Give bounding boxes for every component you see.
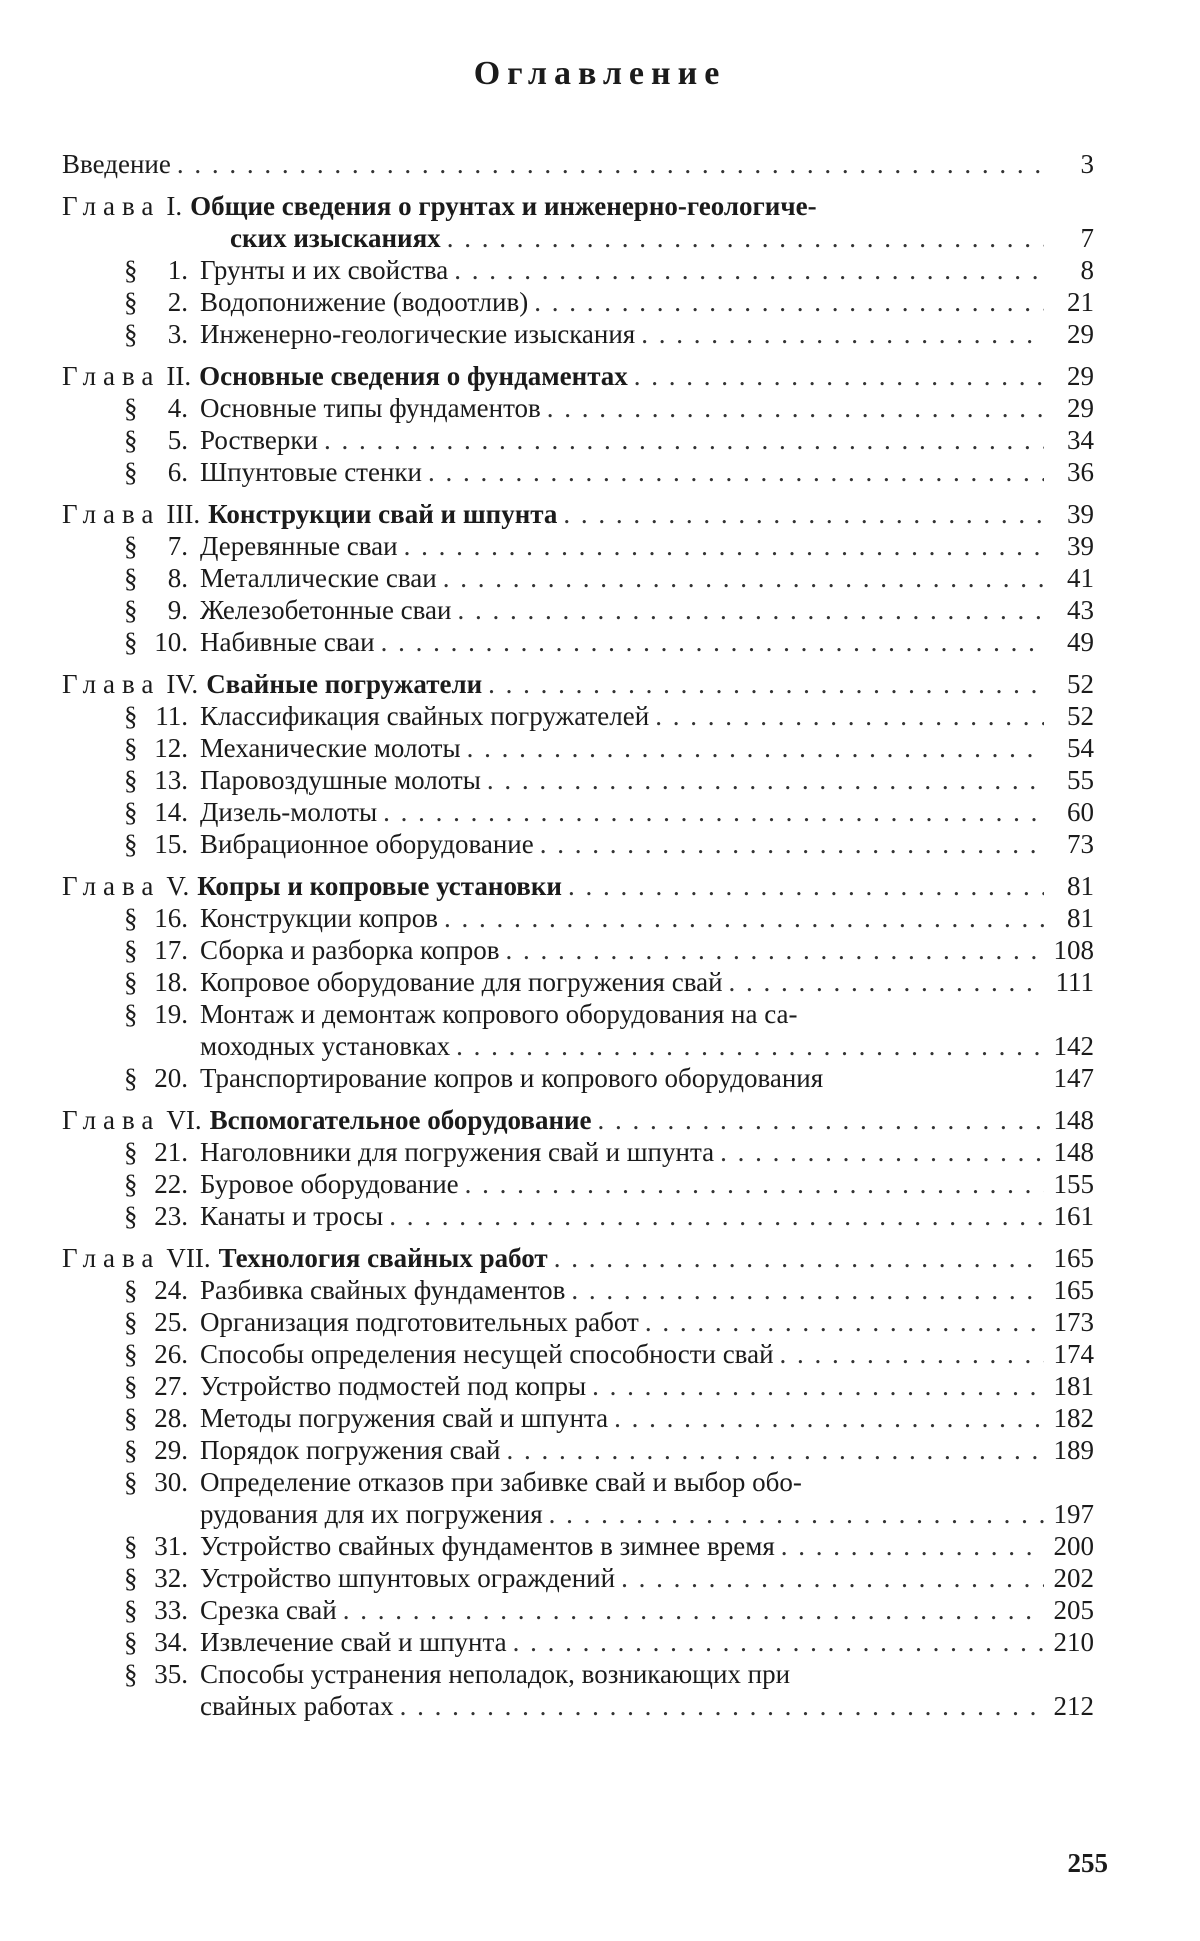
- toc-page-number: 34: [1067, 425, 1094, 455]
- section-title: Разбивка свайных фундаментов: [200, 1275, 566, 1305]
- toc-page-number: 148: [1053, 1137, 1094, 1167]
- leader-dots: [177, 148, 1044, 180]
- leader-dots: [598, 1104, 1044, 1136]
- section-title: Методы погружения свай и шпунта: [200, 1403, 609, 1433]
- toc-page-number: 182: [1053, 1403, 1094, 1433]
- section-mark: §: [124, 829, 138, 859]
- section-entry: [62, 1402, 1094, 1434]
- toc-page-number: 147: [1053, 1063, 1094, 1093]
- toc-page-number: 165: [1053, 1275, 1094, 1305]
- section-mark: §: [124, 1595, 138, 1625]
- section-mark: §: [124, 1371, 138, 1401]
- section-mark: §: [124, 1563, 138, 1593]
- section-mark: §: [124, 1275, 138, 1305]
- section-title: Наголовники для погружения свай и шпунта: [200, 1137, 715, 1167]
- toc-page-number: 29: [1067, 393, 1094, 423]
- toc-page-number: 55: [1067, 765, 1094, 795]
- section-mark: §: [124, 733, 138, 763]
- chapter-title: Общие сведения о грунтах и инженерно-геологиче-: [190, 191, 817, 221]
- section-number: 33.: [154, 1595, 188, 1625]
- section-mark: §: [124, 967, 138, 997]
- section-number: 9.: [167, 595, 188, 625]
- section-number: 24.: [154, 1275, 188, 1305]
- section-mark: §: [124, 393, 138, 423]
- leader-dots: [614, 1402, 1044, 1434]
- leader-dots: [655, 700, 1044, 732]
- section-entry: [62, 254, 1094, 286]
- section-entry: [62, 796, 1094, 828]
- section-entry: [62, 828, 1094, 860]
- leader-dots: [634, 360, 1044, 392]
- section-number: 29.: [154, 1435, 188, 1465]
- section-number: 11.: [155, 701, 188, 731]
- leader-dots: [592, 1370, 1044, 1402]
- section-mark: §: [124, 457, 138, 487]
- section-number: 14.: [154, 797, 188, 827]
- toc-page-number: 81: [1067, 903, 1094, 933]
- toc-entry-intro: [62, 148, 1094, 180]
- leader-dots: [443, 562, 1044, 594]
- chapter-lead: Глава: [62, 1243, 161, 1273]
- section-mark: §: [124, 255, 138, 285]
- toc-page-number: 108: [1053, 935, 1094, 965]
- section-title-continued: свайных работах: [200, 1691, 394, 1721]
- chapter-heading: [62, 870, 1094, 902]
- chapter-title: Свайные погружатели: [206, 669, 483, 699]
- toc-page-number: 54: [1067, 733, 1094, 763]
- chapter-title: Конструкции свай и шпунта: [208, 499, 558, 529]
- toc-page-number: 210: [1053, 1627, 1094, 1657]
- section-title-continued: рудования для их погружения: [200, 1499, 543, 1529]
- section-number: 7.: [167, 531, 188, 561]
- section-title: Металлические сваи: [200, 563, 437, 593]
- section-title: Вибрационное оборудование: [200, 829, 534, 859]
- section-mark: §: [124, 903, 138, 933]
- chapter-title-continued: ских изысканиях: [230, 223, 441, 253]
- leader-dots: [383, 796, 1044, 828]
- section-mark: §: [124, 1339, 138, 1369]
- section-entry: [62, 732, 1094, 764]
- leader-dots: [549, 1498, 1044, 1530]
- section-entry: [62, 1136, 1094, 1168]
- toc-page-number: 43: [1067, 595, 1094, 625]
- leader-dots: [641, 318, 1044, 350]
- section-title: Устройство свайных фундаментов в зимнее время: [200, 1531, 775, 1561]
- section-number: 3.: [167, 319, 188, 349]
- chapter-heading: [62, 360, 1094, 392]
- section-mark: §: [124, 1467, 138, 1497]
- section-title: Сборка и разборка копров: [200, 935, 500, 965]
- section-number: 35.: [154, 1659, 188, 1689]
- leader-dots: [456, 1030, 1044, 1062]
- section-mark: §: [124, 287, 138, 317]
- section-mark: §: [124, 1435, 138, 1465]
- section-entry: [62, 392, 1094, 424]
- section-mark: §: [124, 701, 138, 731]
- section-title: Грунты и их свойства: [200, 255, 449, 285]
- toc-page-number: 202: [1053, 1563, 1094, 1593]
- leader-dots: [554, 1242, 1044, 1274]
- section-entry: [62, 530, 1094, 562]
- section-title: Порядок погружения свай: [200, 1435, 501, 1465]
- section-entry: [62, 902, 1094, 934]
- leader-dots: [780, 1338, 1044, 1370]
- toc-page-number: 49: [1067, 627, 1094, 657]
- section-number: 10.: [154, 627, 188, 657]
- leader-dots: [458, 594, 1045, 626]
- chapter-number: VII.: [166, 1243, 211, 1273]
- section-number: 2.: [167, 287, 188, 317]
- section-number: 32.: [154, 1563, 188, 1593]
- section-entry-continued: [62, 1690, 1094, 1722]
- section-title: Классификация свайных погружателей: [200, 701, 650, 731]
- section-mark: §: [124, 1307, 138, 1337]
- section-title: Железобетонные сваи: [200, 595, 452, 625]
- leader-dots: [381, 626, 1044, 658]
- section-title: Конструкции копров: [200, 903, 439, 933]
- section-entry: [62, 1530, 1094, 1562]
- toc-page-number: 155: [1053, 1169, 1094, 1199]
- toc-page-number: 73: [1067, 829, 1094, 859]
- section-number: 18.: [154, 967, 188, 997]
- section-title: Основные типы фундаментов: [200, 393, 541, 423]
- section-number: 25.: [154, 1307, 188, 1337]
- section-number: 27.: [154, 1371, 188, 1401]
- section-number: 13.: [154, 765, 188, 795]
- toc-page-number: 21: [1067, 287, 1094, 317]
- section-mark: §: [124, 765, 138, 795]
- toc-page-number: 41: [1067, 563, 1094, 593]
- chapter-title: Основные сведения о фундаментах: [199, 361, 628, 391]
- section-entry: [62, 1274, 1094, 1306]
- section-title: Буровое оборудование: [200, 1169, 459, 1199]
- section-number: 6.: [167, 457, 188, 487]
- section-number: 23.: [154, 1201, 188, 1231]
- toc-page-number: 111: [1055, 967, 1094, 997]
- section-title: Транспортирование копров и копрового оборудования: [200, 1063, 824, 1093]
- section-mark: §: [124, 999, 138, 1029]
- toc-page-number: 3: [1080, 149, 1094, 179]
- section-title: Устройство подмостей под копры: [200, 1371, 587, 1401]
- section-entry: [62, 562, 1094, 594]
- chapter-list: [62, 190, 1094, 1722]
- leader-dots: [540, 828, 1044, 860]
- chapter-lead: Глава: [62, 1105, 161, 1135]
- toc-page-number: 8: [1080, 255, 1094, 285]
- chapter-number: V.: [166, 871, 190, 901]
- toc-page-number: 29: [1067, 319, 1094, 349]
- section-entry: [62, 934, 1094, 966]
- toc-page-number: 212: [1053, 1691, 1094, 1721]
- chapter-heading: [62, 190, 1094, 222]
- section-mark: §: [124, 1169, 138, 1199]
- toc-page-number: 60: [1067, 797, 1094, 827]
- chapter-title: Вспомогательное оборудование: [209, 1105, 592, 1135]
- toc-page-number: 165: [1053, 1243, 1094, 1273]
- section-entry: [62, 1306, 1094, 1338]
- leader-dots: [571, 1274, 1044, 1306]
- section-entry: [62, 1338, 1094, 1370]
- section-entry-continued: [62, 1498, 1094, 1530]
- chapter-number: I.: [166, 191, 183, 221]
- section-number: 16.: [154, 903, 188, 933]
- section-entry: [62, 1168, 1094, 1200]
- section-number: 1.: [167, 255, 188, 285]
- section-mark: §: [124, 1659, 138, 1689]
- toc-entry-label: Введение: [62, 149, 171, 179]
- section-entry: [62, 700, 1094, 732]
- chapter-heading: [62, 1242, 1094, 1274]
- section-mark: §: [124, 1403, 138, 1433]
- leader-dots: [404, 530, 1044, 562]
- section-number: 26.: [154, 1339, 188, 1369]
- section-number: 30.: [154, 1467, 188, 1497]
- leader-dots: [488, 668, 1044, 700]
- toc-page-number: 39: [1067, 499, 1094, 529]
- toc-page-number: 189: [1053, 1435, 1094, 1465]
- table-of-contents: [62, 148, 1094, 1722]
- leader-dots: [534, 286, 1044, 318]
- section-number: 19.: [154, 999, 188, 1029]
- chapter-title: Технология свайных работ: [218, 1243, 548, 1273]
- leader-dots: [720, 1136, 1044, 1168]
- section-entry: [62, 456, 1094, 488]
- section-title: Извлечение свай и шпунта: [200, 1627, 507, 1657]
- section-entry: [62, 424, 1094, 456]
- section-title: Канаты и тросы: [200, 1201, 384, 1231]
- toc-page-number: 181: [1053, 1371, 1094, 1401]
- section-title: Инженерно-геологические изыскания: [200, 319, 636, 349]
- section-entry: [62, 318, 1094, 350]
- section-entry: [62, 764, 1094, 796]
- page-title: Оглавление: [473, 55, 727, 92]
- chapter-lead: Глава: [62, 361, 161, 391]
- section-mark: §: [124, 319, 138, 349]
- section-title: Водопонижение (водоотлив): [200, 287, 529, 317]
- toc-page-number: 142: [1053, 1031, 1094, 1061]
- leader-dots: [513, 1626, 1044, 1658]
- section-mark: §: [124, 563, 138, 593]
- toc-page-number: 52: [1067, 669, 1094, 699]
- leader-dots: [324, 424, 1044, 456]
- leader-dots: [506, 934, 1045, 966]
- chapter-number: II.: [166, 361, 192, 391]
- toc-page-number: 52: [1067, 701, 1094, 731]
- section-number: 5.: [167, 425, 188, 455]
- chapter-lead: Глава: [62, 191, 161, 221]
- section-title: Способы определения несущей способности свай: [200, 1339, 774, 1369]
- section-mark: §: [124, 627, 138, 657]
- chapter-lead: Глава: [62, 499, 161, 529]
- leader-dots: [547, 392, 1044, 424]
- leader-dots: [400, 1690, 1044, 1722]
- section-entry: [62, 1594, 1094, 1626]
- section-number: 12.: [154, 733, 188, 763]
- section-title: Монтаж и демонтаж копрового оборудования на са-: [200, 999, 798, 1029]
- section-title: Шпунтовые стенки: [200, 457, 422, 487]
- section-mark: §: [124, 1063, 138, 1093]
- section-title: Определение отказов при забивке свай и выбор обо-: [200, 1467, 802, 1497]
- toc-page-number: 7: [1080, 223, 1094, 253]
- section-number: 31.: [154, 1531, 188, 1561]
- chapter-heading: [62, 1104, 1094, 1136]
- toc-page-number: 174: [1053, 1339, 1094, 1369]
- leader-dots: [343, 1594, 1044, 1626]
- chapter-heading: [62, 498, 1094, 530]
- section-number: 8.: [167, 563, 188, 593]
- section-entry: [62, 1562, 1094, 1594]
- toc-page-number: 81: [1067, 871, 1094, 901]
- leader-dots: [729, 966, 1044, 998]
- chapter-title: Копры и копровые установки: [197, 871, 562, 901]
- section-mark: §: [124, 595, 138, 625]
- section-entry: [62, 1658, 1094, 1690]
- section-number: 28.: [154, 1403, 188, 1433]
- section-entry: [62, 1062, 1094, 1094]
- toc-page-number: 200: [1053, 1531, 1094, 1561]
- leader-dots: [487, 764, 1044, 796]
- leader-dots: [563, 498, 1044, 530]
- leader-dots: [444, 902, 1044, 934]
- toc-page-number: 205: [1053, 1595, 1094, 1625]
- section-entry-continued: [62, 1030, 1094, 1062]
- chapter-lead: Глава: [62, 669, 161, 699]
- leader-dots: [645, 1306, 1044, 1338]
- section-title: Набивные сваи: [200, 627, 375, 657]
- toc-page-number: 161: [1053, 1201, 1094, 1231]
- section-mark: §: [124, 797, 138, 827]
- section-title: Устройство шпунтовых ограждений: [200, 1563, 616, 1593]
- section-title: Срезка свай: [200, 1595, 337, 1625]
- toc-page-number: 148: [1053, 1105, 1094, 1135]
- chapter-number: IV.: [166, 669, 199, 699]
- section-mark: §: [124, 1201, 138, 1231]
- section-title: Механические молоты: [200, 733, 461, 763]
- leader-dots: [447, 222, 1044, 254]
- section-entry: [62, 1370, 1094, 1402]
- section-number: 15.: [154, 829, 188, 859]
- leader-dots: [467, 732, 1044, 764]
- leader-dots: [621, 1562, 1044, 1594]
- toc-page-number: 173: [1053, 1307, 1094, 1337]
- section-number: 34.: [154, 1627, 188, 1657]
- section-title: Ростверки: [200, 425, 318, 455]
- leader-dots: [568, 870, 1044, 902]
- section-entry: [62, 626, 1094, 658]
- section-entry: [62, 1200, 1094, 1232]
- leader-dots: [507, 1434, 1045, 1466]
- chapter-lead: Глава: [62, 871, 161, 901]
- section-entry: [62, 594, 1094, 626]
- section-mark: §: [124, 1627, 138, 1657]
- section-title: Копровое оборудование для погружения свай: [200, 967, 723, 997]
- section-title: Способы устранения неполадок, возникающих при: [200, 1659, 791, 1689]
- section-mark: §: [124, 935, 138, 965]
- section-title: Деревянные сваи: [200, 531, 398, 561]
- section-title-continued: моходных установках: [200, 1031, 451, 1061]
- section-mark: §: [124, 1137, 138, 1167]
- toc-page-number: 29: [1067, 361, 1094, 391]
- toc-page-number: 36: [1067, 457, 1094, 487]
- leader-dots: [428, 456, 1044, 488]
- section-mark: §: [124, 1531, 138, 1561]
- leader-dots: [389, 1200, 1044, 1232]
- section-entry: [62, 998, 1094, 1030]
- section-entry: [62, 1626, 1094, 1658]
- section-mark: §: [124, 531, 138, 561]
- section-title: Дизель-молоты: [200, 797, 378, 827]
- chapter-heading-continued: [62, 222, 1094, 254]
- section-entry: [62, 286, 1094, 318]
- section-entry: [62, 1434, 1094, 1466]
- leader-dots: [465, 1168, 1044, 1200]
- leader-dots: [781, 1530, 1044, 1562]
- section-title: Паровоздушные молоты: [200, 765, 481, 795]
- section-number: 4.: [167, 393, 188, 423]
- page-number: 255: [1067, 1848, 1108, 1878]
- section-number: 17.: [154, 935, 188, 965]
- section-entry: [62, 1466, 1094, 1498]
- chapter-number: III.: [166, 499, 201, 529]
- toc-page-number: 197: [1053, 1499, 1094, 1529]
- section-number: 20.: [154, 1063, 188, 1093]
- section-mark: §: [124, 425, 138, 455]
- section-title: Организация подготовительных работ: [200, 1307, 639, 1337]
- toc-page-number: 39: [1067, 531, 1094, 561]
- chapter-number: VI.: [166, 1105, 202, 1135]
- chapter-heading: [62, 668, 1094, 700]
- leader-dots: [454, 254, 1044, 286]
- section-number: 21.: [154, 1137, 188, 1167]
- section-entry: [62, 966, 1094, 998]
- section-number: 22.: [154, 1169, 188, 1199]
